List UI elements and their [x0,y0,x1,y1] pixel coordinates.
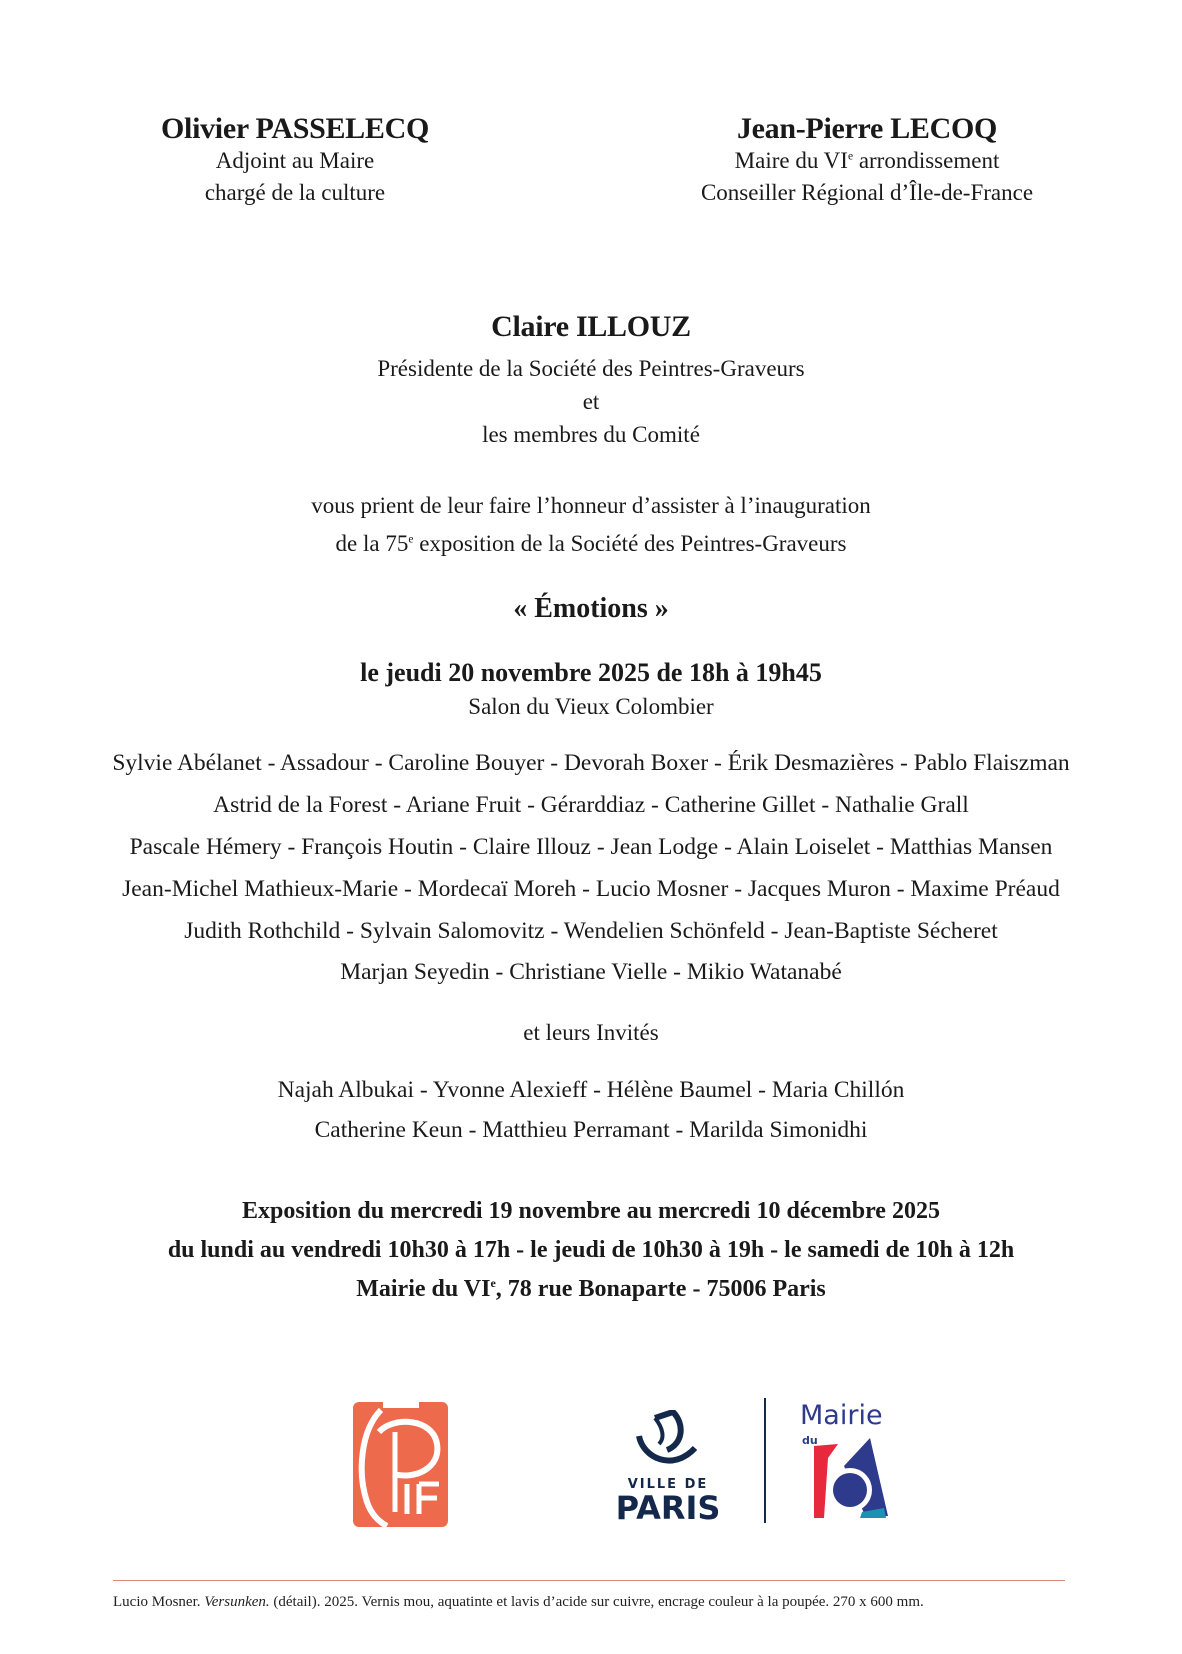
guests-line: Najah Albukai - Yvonne Alexieff - Hélène Baumel - Maria Chillón [277,1077,905,1103]
header-right [667,112,1067,206]
right-signatory-role-2: Conseiller Régional d’Île-de-France [700,180,1034,205]
host-name: Claire ILLOUZ [491,310,691,343]
exhibition-hours: du lundi au vendredi 10h30 à 17h - le jeudi de 10h30 à 19h - le samedi de 10h à 12h [167,1237,1015,1263]
role-text: arrondissement [853,148,1000,173]
spg-logo-icon [353,1402,448,1527]
guests-line: Catherine Keun - Matthieu Perramant - Marilda Simonidhi [314,1117,868,1143]
superscript: e [408,533,414,546]
paris-logo-line-1: VILLE DE [627,1477,709,1492]
mairie-logo-word: Mairie [800,1400,883,1431]
address-text: Mairie du VI [356,1276,491,1302]
invitation-line-2 [0,531,1182,557]
superscript: e [490,1276,496,1290]
artists-line: Marjan Seyedin - Christiane Vielle - Mikio Watanabé [340,959,842,985]
caption-details: (détail). 2025. Vernis mou, aquatinte et lavis d’acide sur cuivre, encrage couleur à la poupée. 270 x 600 mm. [269,1594,924,1610]
invitation-text: exposition de la Société des Peintres-Graveurs [413,531,847,556]
invitation-text: de la 75 [335,531,409,556]
host-and: et [582,389,600,414]
mairie-six-icon [814,1438,892,1520]
caption-rule [113,1580,1065,1581]
right-signatory-role-1 [667,148,1067,174]
event-date: le jeudi 20 novembre 2025 de 18h à 19h45 [360,658,822,687]
host-committee: les membres du Comité [482,422,700,447]
mairie-du-6-logo [800,1400,900,1447]
paris-ship-icon [633,1410,703,1472]
artists-line: Pascale Hémery - François Houtin - Claire Illouz - Jean Lodge - Alain Loiselet - Matthias Mansen [129,834,1053,860]
artists-line: Astrid de la Forest - Ariane Fruit - Gérarddiaz - Catherine Gillet - Nathalie Grall [213,792,969,818]
ville-de-paris-logo [608,1410,728,1527]
address-text: , 78 rue Bonaparte - 75006 Paris [495,1276,826,1302]
right-signatory-name: Jean-Pierre LECOQ [736,112,998,145]
role-text: Maire du VI [734,148,848,173]
exhibition-dates: Exposition du mercredi 19 novembre au mercredi 10 décembre 2025 [242,1198,940,1224]
exhibition-address [0,1276,1182,1303]
caption-title: Versunken. [204,1594,270,1610]
left-signatory-role-2: chargé de la culture [204,180,386,205]
header-left [145,112,445,206]
left-signatory-name: Olivier PASSELECQ [161,112,429,145]
caption-artist: Lucio Mosner. [113,1594,205,1610]
artists-line: Jean-Michel Mathieux-Marie - Mordecaï Moreh - Lucio Mosner - Jacques Muron - Maxime Préaud [122,876,1060,902]
superscript: e [847,150,854,163]
guests-label: et leurs Invités [523,1020,659,1045]
artists-line: Judith Rothchild - Sylvain Salomovitz - Wendelien Schönfeld - Jean-Baptiste Sécheret [184,918,998,944]
image-caption [113,1594,924,1611]
logos-row [0,1390,1182,1530]
paris-logo-line-2: PARIS [615,1489,721,1527]
mairie-logo-du: du [802,1434,818,1447]
logo-divider [764,1398,766,1523]
artists-line: Sylvie Abélanet - Assadour - Caroline Bouyer - Devorah Boxer - Érik Desmazières - Pablo Flaiszman [112,750,1070,776]
left-signatory-role-1: Adjoint au Maire [215,148,375,173]
host-role: Présidente de la Société des Peintres-Graveurs [377,356,805,381]
event-venue: Salon du Vieux Colombier [468,694,714,719]
event-title: « Émotions » [513,593,669,624]
invitation-line-1: vous prient de leur faire l’honneur d’assister à l’inauguration [311,493,871,518]
